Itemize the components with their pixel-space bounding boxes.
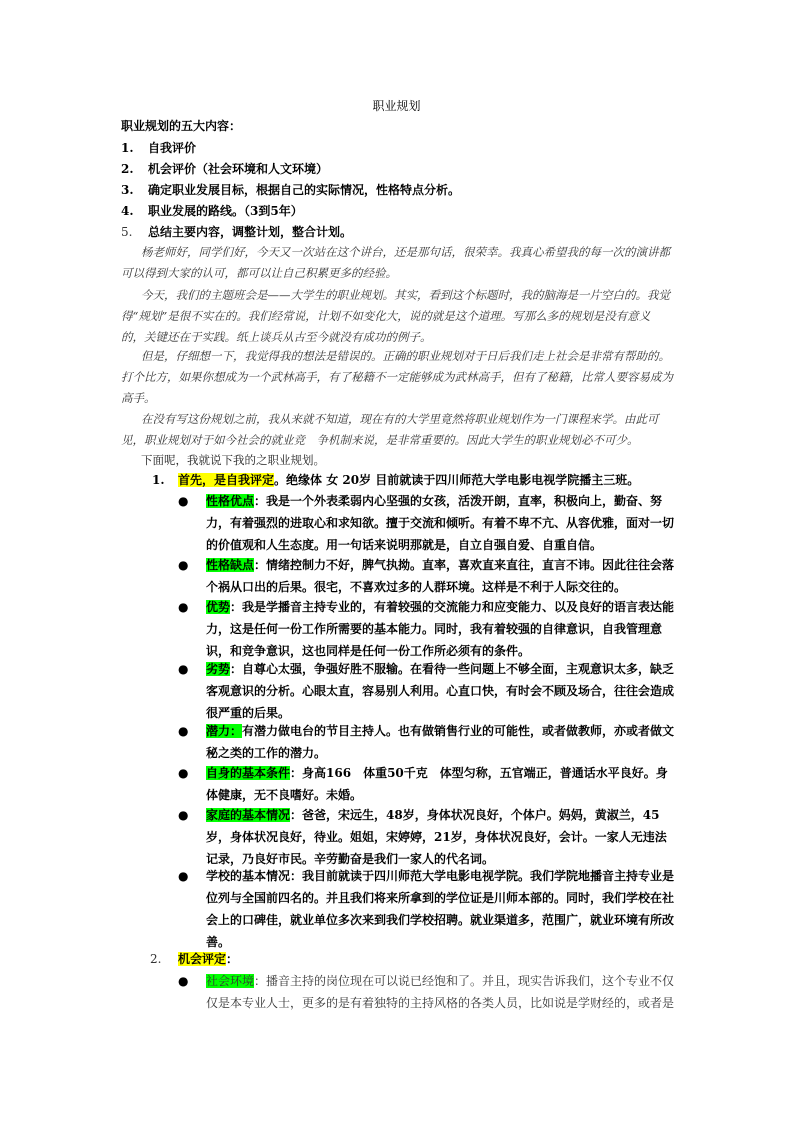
bullet-body: ：情绪控制力不好，脾气执拗。直率，喜欢直来直往，直言不讳。因此往往会落个祸从口出的后果。很宅，不喜欢过多的人群环境。这样是不利于人际交往的。 xyxy=(206,558,675,594)
outline-num: 5. xyxy=(121,225,133,239)
intro-paragraph: 杨老师好，同学们好，今天又一次站在这个讲台，还是那句话，很荣幸。我真心希望我的每一次的演讲都可以得到大家的认可，都可以让自己积累更多的经验。 xyxy=(121,245,670,280)
bullet-dot: ● xyxy=(178,600,189,614)
bullet-label: 劣势 xyxy=(206,662,231,676)
bullet-dot: ● xyxy=(178,808,189,822)
bullet-text xyxy=(206,490,676,556)
bullet-dot: ● xyxy=(178,558,189,572)
bullet-label: 性格缺点 xyxy=(206,558,255,572)
section-number: 1. xyxy=(152,473,165,487)
section-heading xyxy=(178,470,639,491)
bullet-dot: ● xyxy=(178,662,189,676)
bullet-body: ：自尊心太强，争强好胜不服输。在看待一些问题上不够全面，主观意识太多，缺乏客观意识的分析。心眼太直，容易别人利用。心直口快，有时会不顾及场合，往往会造成很严重的后果。 xyxy=(206,662,675,720)
bullet-label: 潜力： xyxy=(206,724,243,738)
intro-paragraph: 在没有写这份规划之前，我从来就不知道，现在有的大学里竟然将职业规划作为一门课程来学。由此可见，职业规划对于如今社会的就业竞 争机制来说，是非常重要的。因此大学生的职业规划必不可少。 xyxy=(121,412,659,447)
outline-num: 2. xyxy=(121,162,134,176)
bullet-label: 社会环境 xyxy=(206,974,255,988)
outline-heading: 职业规划的五大内容： xyxy=(121,119,242,133)
bullet-text xyxy=(206,762,676,806)
bullet-body: 有潜力做电台的节目主持人。也有做销售行业的可能性，或者做教师，亦或者做文秘之类的工作的潜力。 xyxy=(206,724,675,760)
bullet-label: 自身的基本条件 xyxy=(206,766,291,780)
outline-num: 3. xyxy=(121,183,134,197)
section-rest: ： xyxy=(226,952,239,966)
section-label: 首先，是自我评定 xyxy=(178,473,275,487)
outline-num: 4. xyxy=(121,204,134,218)
bullet-text xyxy=(206,596,676,662)
bullet-body: 学校的基本情况：我目前就读于四川师范大学电影电视学院。我们学院地播音主持专业是位列与全国前四名的。并且我们将来所拿到的学位证是川师本部的。同时，我们学校在社会上的口碑佳，就业单位多次来到我们学校招聘。就业渠道多，范围广，就业环境有所改善。 xyxy=(206,869,675,949)
intro-paragraph: 今天，我们的主题班会是——大学生的职业规划。其实，看到这个标题时，我的脑海是一片空白的。我觉得“规划”是很不实在的。我们经常说，计划不如变化大，说的就是这个道理。写那么多的规划是没有意义的，关键还在于实践。纸上谈兵从古至今就没有成功的例子。 xyxy=(121,288,670,344)
bullet-text xyxy=(206,970,676,1014)
bullet-body: ：爸爸，宋远生，48岁，身体状况良好，个体户。妈妈，黄淑兰，45岁，身体状况良好，待业。姐姐，宋婷婷，21岁，身体状况良好，会计。一家人无违法记录，乃良好市民。辛劳勤奋是我们一家人的代名词。 xyxy=(206,808,667,866)
transition-line: 下面呢，我就说下我的之职业规划。 xyxy=(141,453,325,467)
outline-item: 确定职业发展目标，根据自己的实际情况，性格特点分析。 xyxy=(148,183,461,197)
section-heading xyxy=(178,949,238,970)
outline-num: 1. xyxy=(121,141,134,155)
outline-item: 职业发展的路线。（3到5年） xyxy=(148,204,303,218)
section-rest: 。绝缘体 女 20岁 目前就读于四川师范大学电影电视学院播主三班。 xyxy=(274,473,640,487)
bullet-text xyxy=(206,865,676,953)
bullet-dot: ● xyxy=(178,974,189,988)
bullet-body: ：身高166 体重50千克 体型匀称，五官端正，普通话水平良好。身体健康，无不良嗜好。未婚。 xyxy=(206,766,668,802)
outline-item: 机会评价（社会环境和人文环境） xyxy=(148,162,329,176)
outline-item: 自我评价 xyxy=(148,141,197,155)
bullet-dot: ● xyxy=(178,494,189,508)
page-title: 职业规划 xyxy=(372,99,421,113)
bullet-text xyxy=(206,658,676,724)
bullet-text xyxy=(206,554,676,598)
bullet-body: ：我是学播音主持专业的，有着较强的交流能力和应变能力、以及良好的语言表达能力，这是任何一份工作所需要的基本能力。同时，我有着较强的自律意识，自我管理意识，和竞争意识，这也同样是任何一份工作所必须有的条件。 xyxy=(206,600,675,658)
bullet-body: ：我是一个外表柔弱内心坚强的女孩，活泼开朗，直率，积极向上，勤奋、努力，有着强烈的进取心和求知欲。擅于交流和倾听。有着不卑不亢、从容优雅，面对一切的价值观和人生态度。用一句话来说明那就是，自立自强自爱、自重自信。 xyxy=(206,494,675,552)
bullet-label: 优势 xyxy=(206,600,231,614)
bullet-body: ：播音主持的岗位现在可以说已经饱和了。并且，现实告诉我们，这个专业不仅仅是本专业人士，更多的是有着独特的主持风格的各类人员，比如说是学财经的，或者是 xyxy=(206,974,675,1010)
intro-paragraph: 但是，仔细想一下，我觉得我的想法是错误的。正确的职业规划对于日后我们走上社会是非常有帮助的。打个比方，如果你想成为一个武林高手，有了秘籍不一定能够成为武林高手，但有了秘籍，比常人要容易成为高手。 xyxy=(121,349,673,405)
outline-item: 总结主要内容，调整计划，整合计划。 xyxy=(148,225,353,239)
bullet-label: 性格优点 xyxy=(206,494,255,508)
section-label: 机会评定 xyxy=(178,952,227,966)
bullet-label: 家庭的基本情况 xyxy=(206,808,291,822)
bullet-dot: ● xyxy=(178,724,189,738)
bullet-text xyxy=(206,804,676,870)
bullet-dot: ● xyxy=(178,766,189,780)
section-number: 2. xyxy=(150,952,162,966)
bullet-dot: ● xyxy=(178,869,189,883)
bullet-text xyxy=(206,720,676,764)
